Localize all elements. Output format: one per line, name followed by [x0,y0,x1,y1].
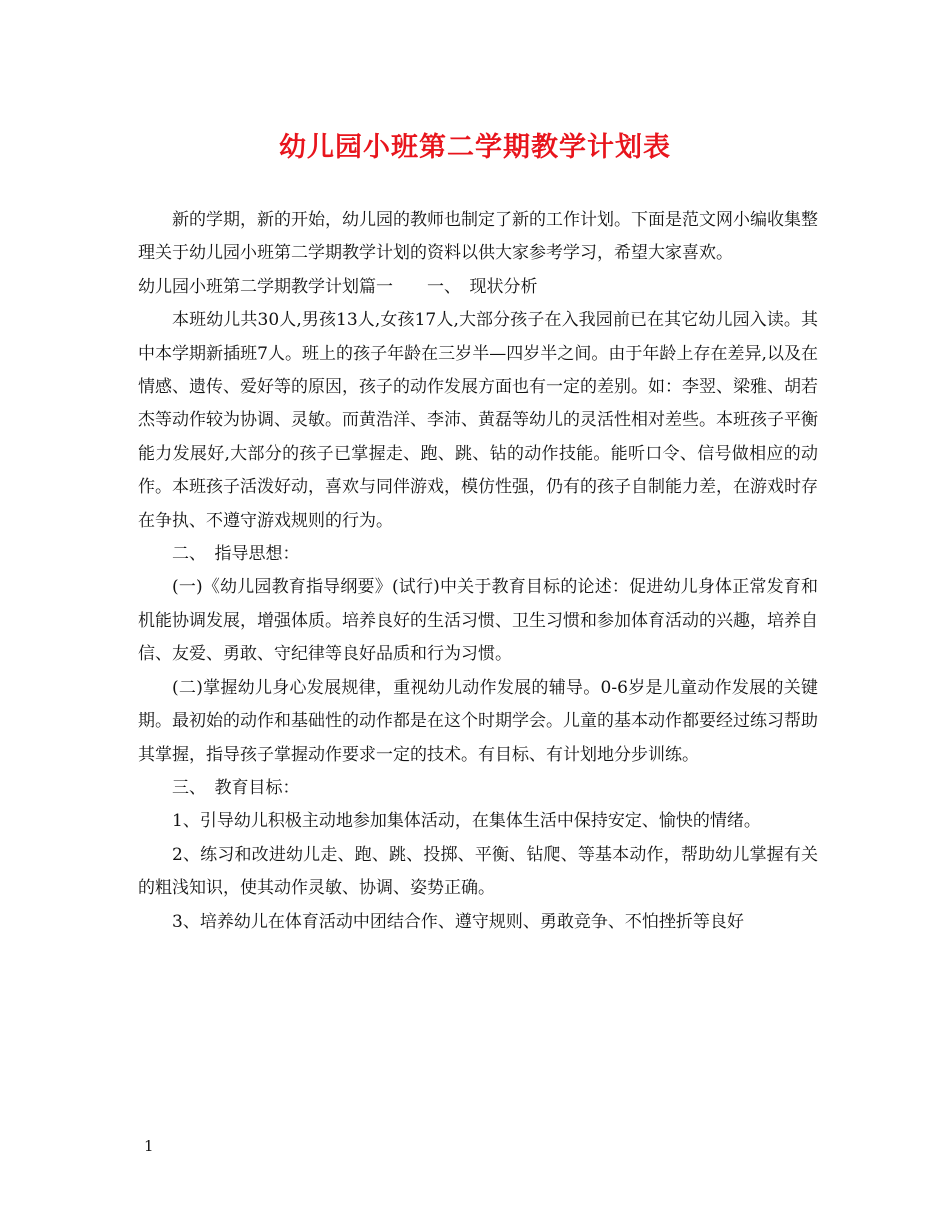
paragraph-goal-three: 3、培养幼儿在体育活动中团结合作、遵守规则、勇敢竞争、不怕挫折等良好 [172,911,744,932]
paragraph-guiding-heading: 二、 指导思想： [172,544,300,565]
paragraph-goal-one: 1、引导幼儿积极主动地参加集体活动，在集体生活中保持安定、愉快的情绪。 [172,811,761,832]
document-title: 幼儿园小班第二学期教学计划表 [279,132,671,163]
paragraph-guiding-one: (一)《幼儿园教育指导纲要》(试行)中关于教育目标的论述：促进幼儿身体正常发育和机能协调发展，增强体质。培养良好的生活习惯、卫生习惯和参加体育活动的兴趣，培养自信、友爱、勇敢、守纪律等良好品质和行为习惯。 [138,577,818,665]
paragraph-goals-heading: 三、 教育目标： [172,777,300,798]
paragraph-guiding-two: (二)掌握幼儿身心发展规律，重视幼儿动作发展的辅导。0-6岁是儿童动作发展的关键期。最初始的动作和基础性的动作都是在这个时期学会。儿童的基本动作都要经过练习帮助其掌握，指导孩子掌握动作要求一定的技术。有目标、有计划地分步训练。 [138,677,818,765]
paragraph-status-analysis: 本班幼儿共30人,男孩13人,女孩17人,大部分孩子在入我园前已在其它幼儿园入读。其中本学期新插班7人。班上的孩子年龄在三岁半—四岁半之间。由于年龄上存在差异,以及在情感、遗传、爱好等的原因，孩子的动作发展方面也有一定的差别。如：李翌、梁雅、胡若杰等动作较为协调、灵敏。而黄浩洋、李沛、黄磊等幼儿的灵活性相对差些。本班孩子平衡能力发展好,大部分的孩子已掌握走、跑、跳、钻的动作技能。能听口令、信号做相应的动作。本班孩子活泼好动，喜欢与同伴游戏，模仿性强，仍有的孩子自制能力差，在游戏时存在争执、不遵守游戏规则的行为。 [138,310,818,531]
paragraph-goal-two: 2、练习和改进幼儿走、跑、跳、投掷、平衡、钻爬、等基本动作，帮助幼儿掌握有关的粗浅知识，使其动作灵敏、协调、姿势正确。 [138,844,818,899]
page-number: 1 [144,1137,154,1155]
document-body [138,204,818,939]
paragraph-section-heading: 幼儿园小班第二学期教学计划篇一 一、 现状分析 [138,276,538,297]
paragraph-intro: 新的学期，新的开始，幼儿园的教师也制定了新的工作计划。下面是范文网小编收集整理关于幼儿园小班第二学期教学计划的资料以供大家参考学习，希望大家喜欢。 [138,210,818,264]
